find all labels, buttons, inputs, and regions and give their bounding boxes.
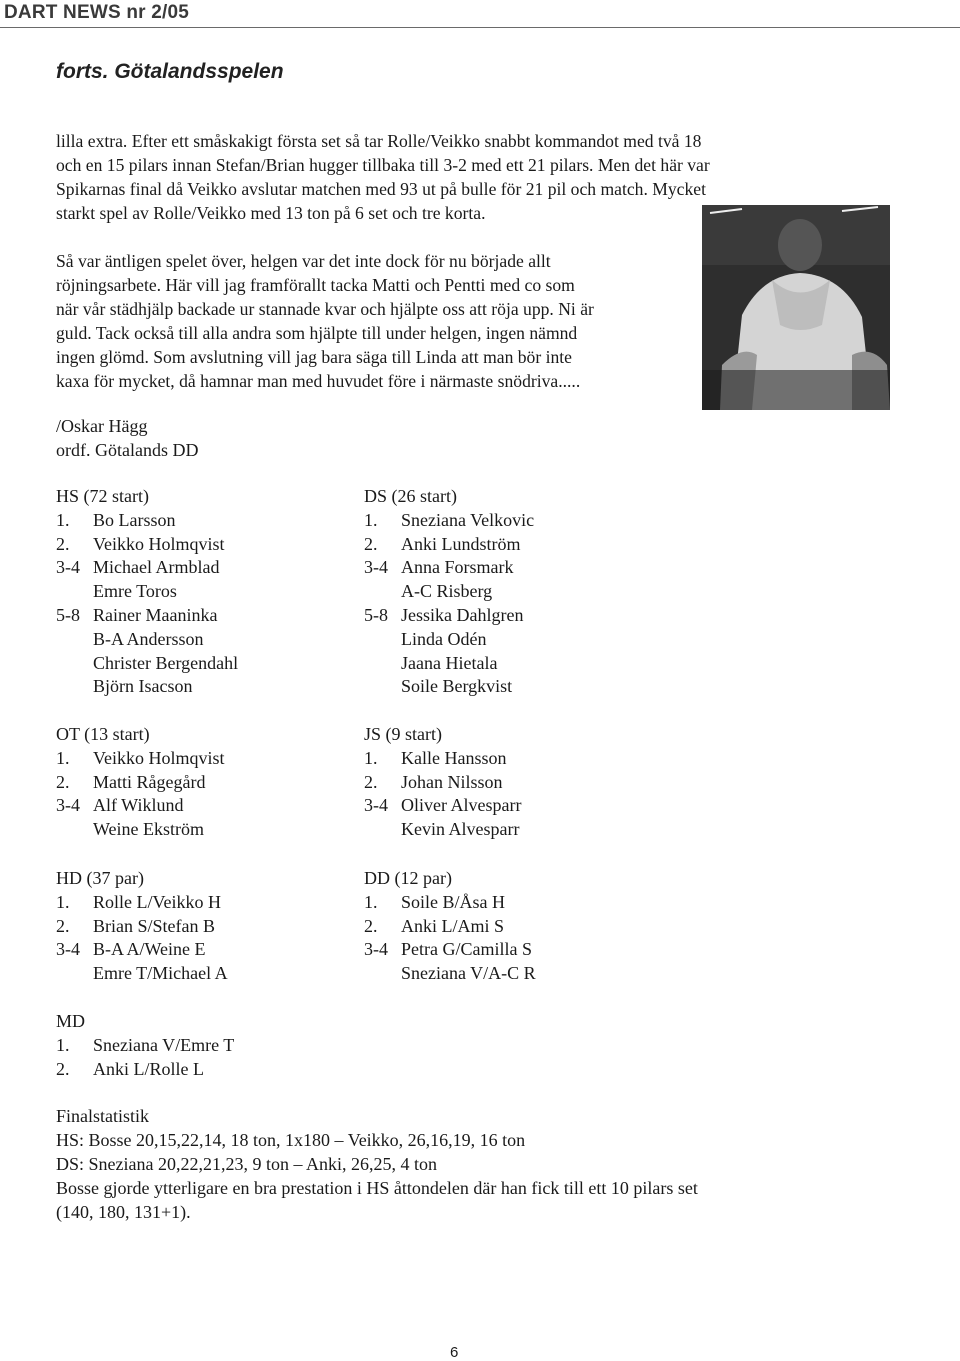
result-row xyxy=(56,556,238,580)
result-row xyxy=(364,818,521,842)
result-row xyxy=(364,675,534,699)
result-row xyxy=(364,915,536,939)
result-row xyxy=(56,580,238,604)
result-row xyxy=(56,533,238,557)
result-name: Veikko Holmqvist xyxy=(93,533,225,554)
result-name: Johan Nilsson xyxy=(401,771,503,792)
final-statistics xyxy=(56,1104,698,1224)
result-row xyxy=(56,604,238,628)
result-row xyxy=(364,652,534,676)
result-row xyxy=(364,580,534,604)
result-row xyxy=(364,556,534,580)
result-name: Oliver Alvesparr xyxy=(401,795,522,816)
result-row xyxy=(56,1058,234,1082)
result-position: 3-4 xyxy=(56,557,80,578)
result-position: 5-8 xyxy=(56,604,80,625)
result-row xyxy=(56,818,225,842)
results-md xyxy=(56,1010,234,1081)
result-name: Veikko Holmqvist xyxy=(93,747,225,768)
result-row xyxy=(364,747,521,771)
result-row xyxy=(56,938,228,962)
result-row xyxy=(56,915,228,939)
stats-line: HS: Bosse 20,15,22,14, 18 ton, 1x180 – Veikko, 26,16,19, 16 ton xyxy=(56,1130,526,1150)
result-row xyxy=(56,1034,234,1058)
signature xyxy=(56,414,198,462)
results-heading: HS (72 start) xyxy=(56,486,149,506)
result-name: Anki L/Rolle L xyxy=(93,1058,204,1079)
result-name: Soile B/Åsa H xyxy=(401,891,506,912)
result-row xyxy=(56,891,228,915)
results-hs xyxy=(56,485,238,699)
result-position: 5-8 xyxy=(364,604,388,625)
stats-line: (140, 180, 131+1). xyxy=(56,1202,191,1222)
result-name: Anki Lundström xyxy=(401,533,521,554)
closing-paragraph xyxy=(56,249,594,393)
result-name: Linda Odén xyxy=(401,628,487,649)
results-js xyxy=(364,723,521,842)
result-position: 2. xyxy=(364,771,378,792)
result-position: 1. xyxy=(56,747,70,768)
stats-line: Bosse gjorde ytterligare en bra prestation i HS åttondelen där han fick till ett 10 pilars set xyxy=(56,1178,698,1198)
result-name: Rainer Maaninka xyxy=(93,604,218,625)
result-name: Emre Toros xyxy=(93,581,177,602)
result-position: 2. xyxy=(364,533,378,554)
result-position: 1. xyxy=(56,1034,70,1055)
result-position: 2. xyxy=(56,771,70,792)
result-name: Alf Wiklund xyxy=(93,795,184,816)
result-name: Bo Larsson xyxy=(93,509,176,530)
stats-heading: Finalstatistik xyxy=(56,1106,150,1126)
paragraph-line: Så var äntligen spelet över, helgen var det inte dock för nu började allt xyxy=(56,251,551,271)
result-position: 3-4 xyxy=(364,939,388,960)
result-name: Rolle L/Veikko H xyxy=(93,891,221,912)
result-name: Matti Rågegård xyxy=(93,771,206,792)
result-name: Sneziana V/A-C R xyxy=(401,963,536,984)
result-name: B-A Andersson xyxy=(93,628,204,649)
intro-paragraph xyxy=(56,129,710,225)
stats-line: DS: Sneziana 20,22,21,23, 9 ton – Anki, 26,25, 4 ton xyxy=(56,1154,437,1174)
result-name: Christer Bergendahl xyxy=(93,652,239,673)
paragraph-line: kaxa för mycket, då hamnar man med huvudet före i närmaste snödriva..... xyxy=(56,371,581,391)
result-row xyxy=(364,962,536,986)
paragraph-line: när vår städhjälp backade ur stannade kvar och hjälpte oss att röja upp. Ni är xyxy=(56,299,594,319)
paragraph-line: Spikarnas final då Veikko avslutar matchen med 93 ut på bulle för 21 pil och match. Mycket xyxy=(56,179,706,199)
paragraph-line: lilla extra. Efter ett småskakigt första set så tar Rolle/Veikko snabbt kommandot med två 18 xyxy=(56,131,702,151)
result-name: Brian S/Stefan B xyxy=(93,915,215,936)
results-heading: DD (12 par) xyxy=(364,868,452,888)
results-heading: DS (26 start) xyxy=(364,486,457,506)
result-name: A-C Risberg xyxy=(401,581,493,602)
paragraph-line: ingen glömd. Som avslutning vill jag bara säga till Linda att man bör inte xyxy=(56,347,572,367)
result-row xyxy=(56,509,238,533)
results-hd xyxy=(56,867,228,986)
photo-image xyxy=(702,205,890,410)
results-ot xyxy=(56,723,225,842)
result-row xyxy=(364,794,521,818)
result-row xyxy=(56,771,225,795)
result-name: Emre T/Michael A xyxy=(93,963,228,984)
paragraph-line: röjningsarbete. Här vill jag framförallt tacka Matti och Pentti med co som xyxy=(56,275,575,295)
result-row xyxy=(56,794,225,818)
result-position: 3-4 xyxy=(56,795,80,816)
result-name: Jessika Dahlgren xyxy=(401,604,524,625)
result-name: Kalle Hansson xyxy=(401,747,507,768)
result-name: Sneziana V/Emre T xyxy=(93,1034,235,1055)
page-header xyxy=(0,0,960,28)
results-heading: HD (37 par) xyxy=(56,868,144,888)
result-position: 2. xyxy=(56,915,70,936)
result-name: Weine Ekström xyxy=(93,819,205,840)
result-name: Jaana Hietala xyxy=(401,652,498,673)
page-number: 6 xyxy=(450,1344,459,1361)
result-name: Anki L/Ami S xyxy=(401,915,505,936)
results-heading: OT (13 start) xyxy=(56,724,150,744)
result-position: 1. xyxy=(56,891,70,912)
paragraph-line: starkt spel av Rolle/Veikko med 13 ton på 6 set och tre korta. xyxy=(56,203,486,223)
result-position: 2. xyxy=(364,915,378,936)
result-row xyxy=(364,604,534,628)
paragraph-line: och en 15 pilars innan Stefan/Brian hugger tillbaka till 3-2 med ett 21 pilars. Men det här var xyxy=(56,155,710,175)
result-position: 2. xyxy=(56,533,70,554)
header-divider xyxy=(0,27,960,28)
result-row xyxy=(364,628,534,652)
result-position: 1. xyxy=(364,747,378,768)
result-row xyxy=(56,747,225,771)
result-name: Anna Forsmark xyxy=(401,557,514,578)
signature-name: /Oskar Hägg xyxy=(56,416,148,436)
result-name: Sneziana Velkovic xyxy=(401,509,535,530)
results-ds xyxy=(364,485,534,699)
signature-role: ordf. Götalands DD xyxy=(56,440,199,460)
result-position: 3-4 xyxy=(364,557,388,578)
result-row xyxy=(56,962,228,986)
result-name: Björn Isacson xyxy=(93,676,193,697)
result-position: 1. xyxy=(364,891,378,912)
result-row xyxy=(364,938,536,962)
result-row xyxy=(364,509,534,533)
result-position: 2. xyxy=(56,1058,70,1079)
result-position: 1. xyxy=(364,509,378,530)
result-name: Michael Armblad xyxy=(93,557,220,578)
result-row xyxy=(56,675,238,699)
results-heading: MD xyxy=(56,1011,86,1031)
paragraph-line: guld. Tack också till alla andra som hjälpte till under helgen, ingen nämnd xyxy=(56,323,578,343)
result-name: Soile Bergkvist xyxy=(401,676,513,697)
result-row xyxy=(364,891,536,915)
result-row xyxy=(364,533,534,557)
result-name: Kevin Alvesparr xyxy=(401,819,520,840)
result-position: 3-4 xyxy=(364,795,388,816)
result-row xyxy=(56,628,238,652)
results-dd xyxy=(364,867,536,986)
event-photo xyxy=(702,205,890,410)
result-position: 3-4 xyxy=(56,939,80,960)
results-heading: JS (9 start) xyxy=(364,724,442,744)
section-title: forts. Götalandsspelen xyxy=(56,60,284,83)
result-row xyxy=(364,771,521,795)
result-name: B-A A/Weine E xyxy=(93,939,206,960)
result-name: Petra G/Camilla S xyxy=(401,939,532,960)
result-row xyxy=(56,652,238,676)
result-position: 1. xyxy=(56,509,70,530)
newsletter-title: DART NEWS nr 2/05 xyxy=(4,2,189,23)
